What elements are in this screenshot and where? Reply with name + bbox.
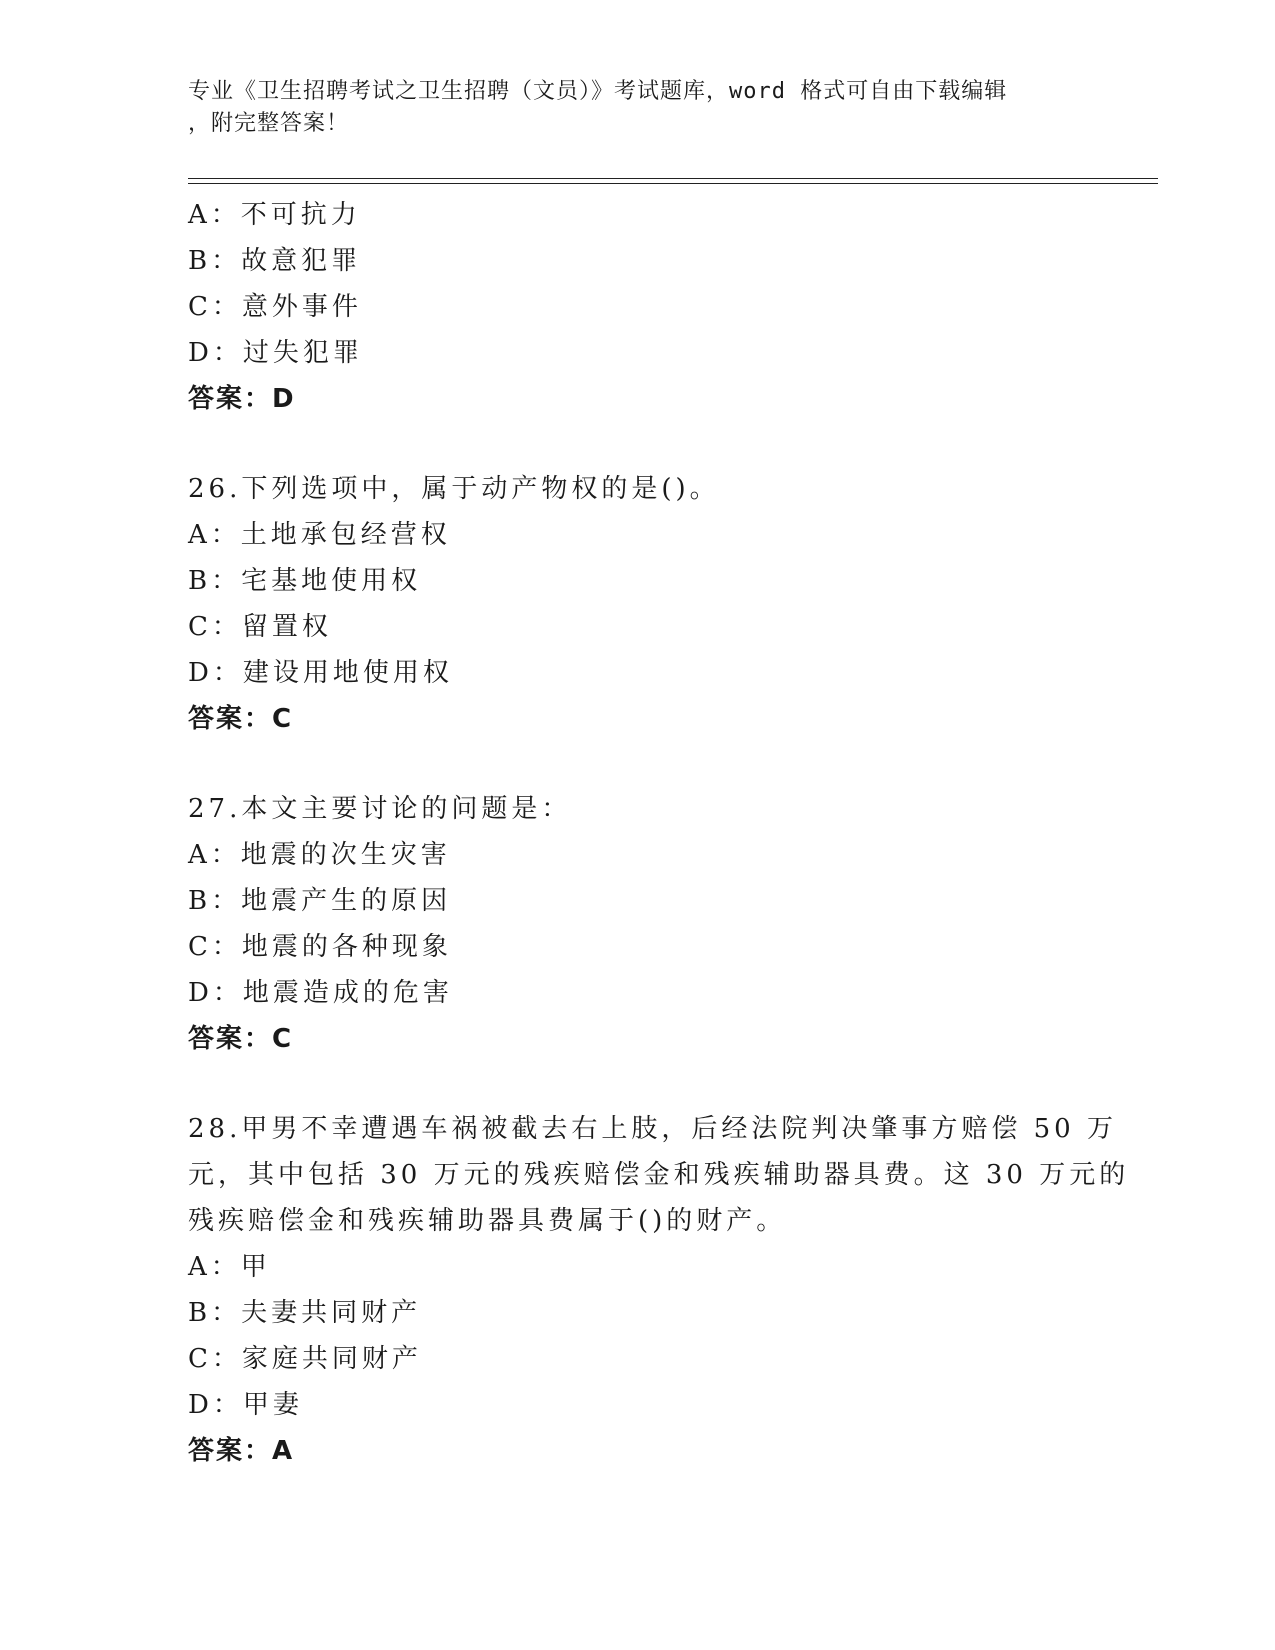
answer-line: 答案：D [188, 384, 296, 414]
answer-line: 答案：A [188, 1436, 295, 1466]
option-b: B：宅基地使用权 [188, 566, 422, 596]
option-a: A：地震的次生灾害 [188, 840, 451, 870]
option-b: B：故意犯罪 [188, 246, 362, 276]
option-d: D：过失犯罪 [188, 338, 363, 368]
question-spacer [188, 422, 1088, 466]
option-c: C：家庭共同财产 [188, 1344, 422, 1374]
option-d: D：地震造成的危害 [188, 978, 453, 1008]
question-25 [188, 192, 1088, 422]
header-line-1: 专业《卫生招聘考试之卫生招聘（文员）》考试题库，word 格式可自由下载编辑 [188, 79, 1008, 104]
question-stem-line-2: 元，其中包括 30 万元的残疾赔偿金和残疾辅助器具费。这 30 万元的 [188, 1160, 1130, 1190]
header-line-2: ，附完整答案！ [188, 111, 350, 136]
question-28 [188, 1106, 1130, 1474]
option-c: C：意外事件 [188, 292, 362, 322]
question-stem-line-3: 残疾赔偿金和残疾辅助器具费属于()的财产。 [188, 1206, 787, 1236]
question-spacer [188, 1062, 1088, 1106]
question-list [188, 192, 1130, 1474]
question-stem-line-1: 28.甲男不幸遭遇车祸被截去右上肢，后经法院判决肇事方赔偿 50 万 [188, 1114, 1117, 1144]
option-a: A：不可抗力 [188, 200, 361, 230]
question-spacer [188, 742, 1088, 786]
option-d: D：建设用地使用权 [188, 658, 453, 688]
option-b: B：夫妻共同财产 [188, 1298, 422, 1328]
question-stem: 26.下列选项中，属于动产物权的是()。 [188, 474, 720, 504]
header-divider-bottom [188, 183, 1158, 184]
header-divider-top [188, 178, 1158, 179]
option-c: C：地震的各种现象 [188, 932, 452, 962]
option-a: A：土地承包经营权 [188, 520, 451, 550]
option-d: D：甲妻 [188, 1390, 303, 1420]
question-stem: 27.本文主要讨论的问题是： [188, 794, 572, 824]
option-a: A：甲 [188, 1252, 271, 1282]
document-header [188, 76, 1088, 140]
answer-line: 答案：C [188, 704, 294, 734]
question-26 [188, 466, 1088, 742]
option-c: C：留置权 [188, 612, 332, 642]
option-b: B：地震产生的原因 [188, 886, 452, 916]
answer-line: 答案：C [188, 1024, 294, 1054]
question-27 [188, 786, 1088, 1062]
